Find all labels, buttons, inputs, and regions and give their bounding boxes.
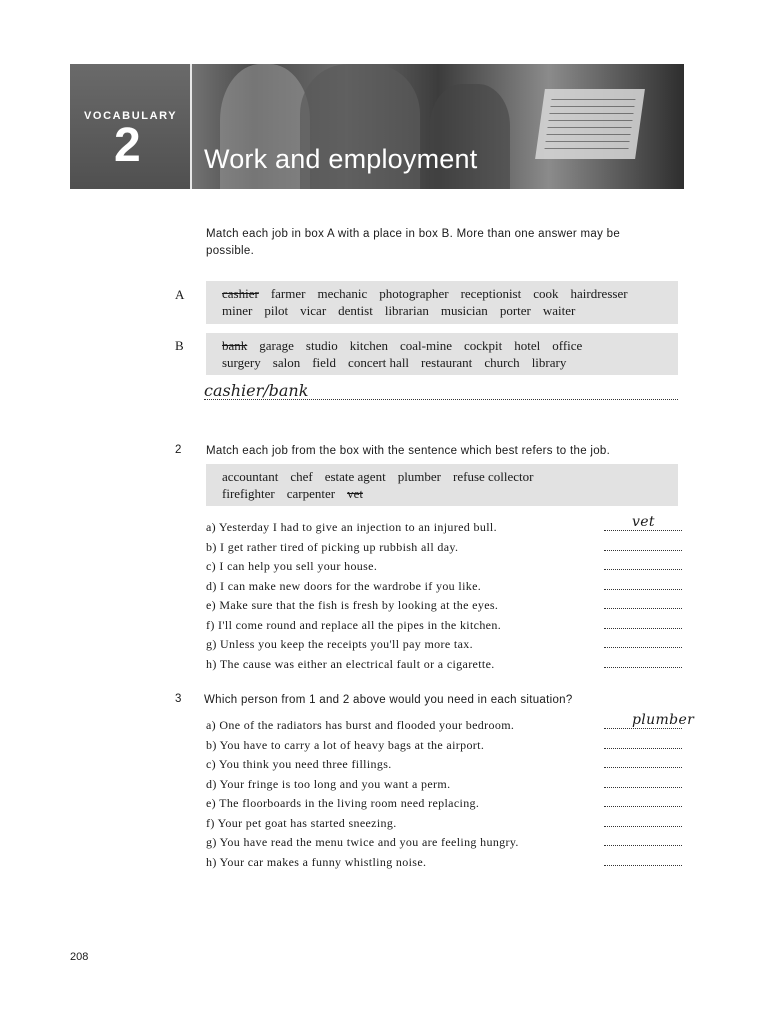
exercise-item bbox=[206, 637, 686, 657]
exercise-item-text: d) I can make new doors for the wardrobe if you like. bbox=[206, 578, 482, 593]
exercise-item bbox=[206, 618, 686, 638]
exercise-item-text: b) I get rather tired of picking up rubbish all day. bbox=[206, 539, 459, 554]
word-item: librarian bbox=[384, 303, 429, 318]
answer-blank[interactable] bbox=[604, 845, 682, 846]
exercise-item-text: g) You have read the menu twice and you are feeling hungry. bbox=[206, 835, 519, 849]
exercise-item-text: a) Yesterday I had to give an injection to an injured bull. bbox=[206, 520, 497, 534]
box-a-line-2 bbox=[222, 302, 678, 319]
answer-blank[interactable] bbox=[604, 826, 682, 827]
exercise-item bbox=[206, 796, 686, 816]
word-item: salon bbox=[272, 355, 301, 370]
answer-blank[interactable] bbox=[604, 728, 682, 729]
word-item: kitchen bbox=[349, 338, 388, 353]
word-item: pilot bbox=[264, 303, 289, 318]
exercise-item-text: f) Your pet goat has started sneezing. bbox=[206, 815, 397, 830]
exercise-item-text: c) You think you need three fillings. bbox=[206, 757, 392, 771]
exercise-item bbox=[206, 579, 686, 599]
word-item: firefighter bbox=[222, 486, 275, 501]
word-item: miner bbox=[222, 303, 253, 318]
word-item: library bbox=[531, 355, 567, 370]
box-a-line-1 bbox=[222, 285, 678, 302]
box-a bbox=[206, 281, 678, 324]
section-label: VOCABULARY bbox=[84, 110, 178, 122]
answer-blank[interactable] bbox=[604, 667, 682, 668]
handwritten-answer: vet bbox=[632, 514, 655, 530]
word-item: bank bbox=[222, 338, 248, 353]
job-box-line-2 bbox=[222, 485, 678, 502]
header-banner bbox=[70, 64, 684, 189]
word-item: coal-mine bbox=[399, 338, 452, 353]
exercise-item-text: b) You have to carry a lot of heavy bags at the airport. bbox=[206, 737, 485, 752]
word-item: refuse collector bbox=[453, 469, 534, 484]
word-item: receptionist bbox=[460, 286, 522, 301]
exercise-item-text: d) Your fringe is too long and you want a perm. bbox=[206, 776, 451, 791]
exercise-2-instruction: Match each job from the box with the sentence which best refers to the job. bbox=[206, 445, 611, 457]
exercise-3-instruction: Which person from 1 and 2 above would you need in each situation? bbox=[204, 694, 573, 706]
exercise-item bbox=[206, 835, 686, 855]
exercise-3-number: 3 bbox=[175, 693, 182, 705]
word-item: vicar bbox=[300, 303, 327, 318]
word-item: farmer bbox=[270, 286, 306, 301]
page-number: 208 bbox=[70, 951, 89, 963]
answer-blank[interactable] bbox=[604, 569, 682, 570]
page-title: Work and employment bbox=[204, 144, 478, 174]
word-item: restaurant bbox=[421, 355, 473, 370]
exercise-item bbox=[206, 816, 686, 836]
answer-blank[interactable] bbox=[604, 589, 682, 590]
exercise-3-list bbox=[206, 712, 695, 874]
exercise-item bbox=[206, 855, 686, 875]
word-item: garage bbox=[259, 338, 294, 353]
exercise-item bbox=[206, 738, 686, 758]
exercise-item-text: h) Your car makes a funny whistling noise. bbox=[206, 854, 427, 869]
exercise-item-text: h) The cause was either an electrical fault or a cigarette. bbox=[206, 656, 495, 671]
word-item: waiter bbox=[542, 303, 576, 318]
word-item: cook bbox=[533, 286, 559, 301]
exercise-item-text: c) I can help you sell your house. bbox=[206, 559, 378, 573]
answer-blank[interactable] bbox=[604, 628, 682, 629]
exercise-2-list bbox=[206, 514, 686, 676]
word-item: vet bbox=[347, 486, 363, 501]
word-item: church bbox=[484, 355, 520, 370]
word-item: office bbox=[552, 338, 583, 353]
word-item: cockpit bbox=[463, 338, 503, 353]
exercise-item-text: g) Unless you keep the receipts you'll pay more tax. bbox=[206, 637, 473, 651]
word-item: musician bbox=[440, 303, 488, 318]
answer-blank[interactable] bbox=[604, 748, 682, 749]
handwritten-answer: plumber bbox=[632, 712, 695, 728]
exercise-item-text: e) Make sure that the fish is fresh by looking at the eyes. bbox=[206, 598, 499, 612]
word-item: hairdresser bbox=[570, 286, 628, 301]
answer-blank[interactable] bbox=[604, 767, 682, 768]
word-item: surgery bbox=[222, 355, 261, 370]
exercise-item bbox=[206, 777, 686, 797]
exercise-item-text: e) The floorboards in the living room need replacing. bbox=[206, 796, 480, 810]
word-item: dentist bbox=[338, 303, 373, 318]
word-item: mechanic bbox=[317, 286, 368, 301]
unit-number: 2 bbox=[114, 119, 141, 172]
word-item: studio bbox=[305, 338, 338, 353]
box-b-line-1 bbox=[222, 337, 678, 354]
job-box-line-1 bbox=[222, 468, 678, 485]
exercise-item bbox=[206, 514, 686, 540]
exercise-item bbox=[206, 712, 695, 738]
job-box bbox=[206, 464, 678, 506]
banner-divider bbox=[190, 64, 192, 189]
exercise-item bbox=[206, 657, 686, 677]
answer-blank[interactable] bbox=[604, 647, 682, 648]
answer-blank[interactable] bbox=[604, 806, 682, 807]
exercise-2-number: 2 bbox=[175, 444, 182, 456]
answer-blank[interactable] bbox=[604, 550, 682, 551]
word-item: carpenter bbox=[286, 486, 336, 501]
word-item: concert hall bbox=[348, 355, 410, 370]
word-item: cashier bbox=[222, 286, 259, 301]
box-b bbox=[206, 333, 678, 375]
exercise-item bbox=[206, 598, 686, 618]
exercise-item bbox=[206, 757, 686, 777]
box-a-label: A bbox=[175, 287, 185, 302]
answer-blank[interactable] bbox=[604, 608, 682, 609]
exercise-1-example-answer: cashier/bank bbox=[204, 381, 309, 400]
word-item: accountant bbox=[222, 469, 279, 484]
banner-photo-sheet-music bbox=[535, 89, 645, 159]
word-item: chef bbox=[290, 469, 313, 484]
box-b-label: B bbox=[175, 338, 184, 353]
word-item: photographer bbox=[379, 286, 449, 301]
answer-blank[interactable] bbox=[604, 865, 682, 866]
box-b-line-2 bbox=[222, 354, 678, 371]
word-item: hotel bbox=[514, 338, 541, 353]
exercise-1-instruction: Match each job in box A with a place in box B. More than one answer may be possible. bbox=[206, 228, 621, 257]
answer-blank[interactable] bbox=[604, 530, 682, 531]
word-item: plumber bbox=[397, 469, 442, 484]
word-item: porter bbox=[499, 303, 531, 318]
exercise-item bbox=[206, 540, 686, 560]
word-item: field bbox=[312, 355, 337, 370]
answer-blank[interactable] bbox=[604, 787, 682, 788]
exercise-item bbox=[206, 559, 686, 579]
exercise-item-text: f) I'll come round and replace all the pipes in the kitchen. bbox=[206, 617, 502, 632]
exercise-item-text: a) One of the radiators has burst and flooded your bedroom. bbox=[206, 718, 515, 732]
word-item: estate agent bbox=[324, 469, 386, 484]
